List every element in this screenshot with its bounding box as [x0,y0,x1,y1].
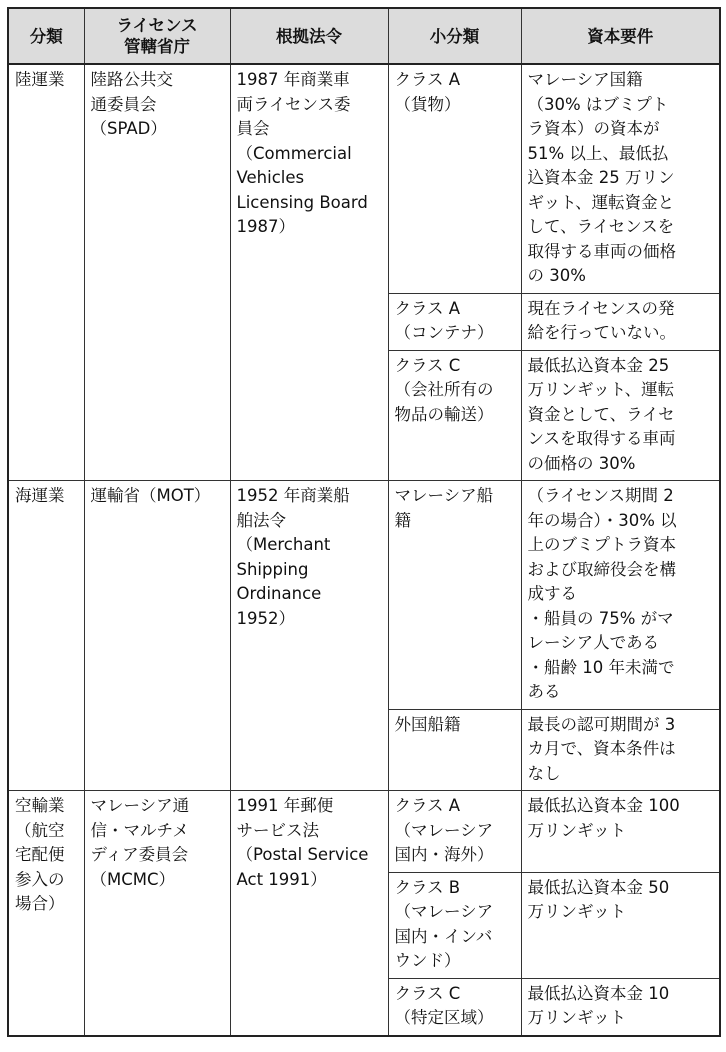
category-cell: 陸運業 [8,64,84,481]
subcategory-cell: クラス A （コンテナ） [388,293,521,350]
category-cell: 空輸業 （航空 宅配便 参入の 場合） [8,791,84,1036]
subcategory-cell: クラス C （会社所有の 物品の輸送） [388,350,521,481]
requirement-cell: （ライセンス期間 2 年の場合）・30% 以 上のブミプトラ資本 および取締役会を構 成する ・船員の 75% がマ レーシア人である ・船齢 10 年未満で ある [521,481,720,710]
subcategory-cell: クラス A （貨物） [388,64,521,293]
header-subcategory: 小分類 [388,8,521,64]
agency-cell: マレーシア通 信・マルチメ ディア委員会 （MCMC） [84,791,230,1036]
table-wrapper [7,7,721,1037]
subcategory-cell: マレーシア船 籍 [388,481,521,710]
category-cell: 海運業 [8,481,84,791]
law-cell: 1987 年商業車 両ライセンス委 員会 （Commercial Vehicles Licensing Board 1987） [230,64,388,481]
header-agency: ライセンス 管轄省庁 [84,8,230,64]
header-row [8,8,720,64]
law-cell: 1952 年商業船 舶法令 （Merchant Shipping Ordinance 1952） [230,481,388,791]
subcategory-cell: クラス A （マレーシア 国内・海外） [388,791,521,873]
requirement-cell: 最低払込資本金 100 万リンギット [521,791,720,873]
requirement-cell: 最低払込資本金 10 万リンギット [521,978,720,1036]
requirement-cell: 最長の認可期間が 3 カ月で、資本条件は なし [521,709,720,791]
law-cell: 1991 年郵便 サービス法 （Postal Service Act 1991） [230,791,388,1036]
requirement-cell: 最低払込資本金 25 万リンギット、運転 資金として、ライセ ンスを取得する車両 の価格の 30% [521,350,720,481]
requirement-cell: 最低払込資本金 50 万リンギット [521,872,720,978]
agency-cell: 陸路公共交 通委員会 （SPAD） [84,64,230,481]
table-row [8,791,720,873]
requirement-cell: マレーシア国籍 （30% はブミプト ラ資本）の資本が 51% 以上、最低払 込資本金 25 万リン ギット、運転資金と して、ライセンスを 取得する車両の価格 の 30% [521,64,720,293]
license-capital-table [7,7,721,1037]
subcategory-cell: クラス B （マレーシア 国内・インバ ウンド） [388,872,521,978]
subcategory-cell: 外国船籍 [388,709,521,791]
requirement-cell: 現在ライセンスの発 給を行っていない。 [521,293,720,350]
header-law: 根拠法令 [230,8,388,64]
header-requirement: 資本要件 [521,8,720,64]
table-row [8,64,720,293]
subcategory-cell: クラス C （特定区域） [388,978,521,1036]
table-row [8,481,720,710]
agency-cell: 運輸省（MOT） [84,481,230,791]
header-category: 分類 [8,8,84,64]
